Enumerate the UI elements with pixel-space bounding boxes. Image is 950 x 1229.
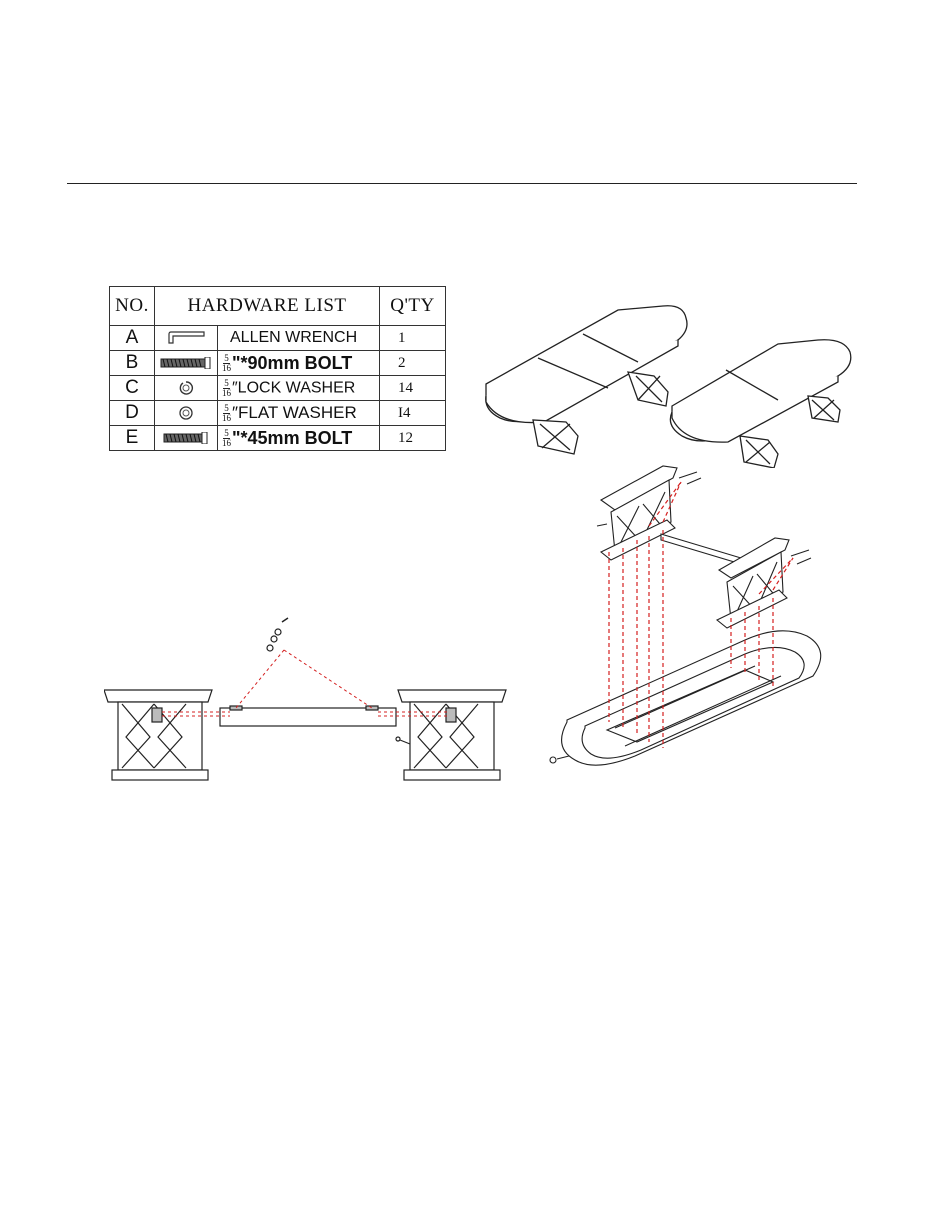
row-qty: 2 bbox=[380, 351, 446, 376]
row-no: A bbox=[110, 326, 155, 351]
header-hardware-list: HARDWARE LIST bbox=[155, 287, 380, 326]
row-qty: I4 bbox=[380, 401, 446, 426]
leg-stretcher-assembly-diagram bbox=[104, 612, 514, 788]
frac-num: 5 bbox=[224, 428, 229, 439]
allen-wrench-icon bbox=[155, 326, 218, 351]
row-qty: 14 bbox=[380, 376, 446, 401]
table-row bbox=[110, 376, 446, 401]
underside-exploded-assembly-diagram bbox=[545, 460, 835, 790]
row-qty: 1 bbox=[380, 326, 446, 351]
fraction bbox=[222, 354, 231, 373]
assembled-tables-illustration bbox=[478, 296, 858, 468]
row-desc bbox=[218, 376, 380, 401]
desc-text: "*45mm BOLT bbox=[232, 427, 353, 448]
row-desc bbox=[218, 401, 380, 426]
frac-num: 5 bbox=[224, 353, 229, 364]
table-row bbox=[110, 351, 446, 376]
frac-num: 5 bbox=[224, 403, 229, 413]
flat-washer-icon bbox=[155, 401, 218, 426]
desc-text: ″FLAT WASHER bbox=[232, 402, 357, 422]
short-bolt-icon bbox=[155, 426, 218, 451]
fraction bbox=[222, 429, 231, 448]
table-row bbox=[110, 426, 446, 451]
frac-den: 16 bbox=[222, 363, 231, 374]
row-desc bbox=[218, 351, 380, 376]
row-no: D bbox=[110, 401, 155, 426]
row-desc bbox=[218, 326, 380, 351]
desc-text: ALLEN WRENCH bbox=[230, 329, 358, 346]
header-qty: Q'TY bbox=[380, 287, 446, 326]
desc-text: ″LOCK WASHER bbox=[232, 379, 356, 397]
frac-den: 16 bbox=[222, 413, 231, 423]
table-row bbox=[110, 326, 446, 351]
hardware-list-table bbox=[109, 286, 446, 451]
table-row bbox=[110, 401, 446, 426]
lock-washer-icon bbox=[155, 376, 218, 401]
fraction bbox=[222, 379, 231, 398]
fraction bbox=[222, 404, 231, 423]
row-no: C bbox=[110, 376, 155, 401]
table-header-row bbox=[110, 287, 446, 326]
frac-den: 16 bbox=[222, 438, 231, 449]
row-no: B bbox=[110, 351, 155, 376]
header-rule bbox=[67, 183, 857, 184]
long-bolt-icon bbox=[155, 351, 218, 376]
row-no: E bbox=[110, 426, 155, 451]
row-qty: 12 bbox=[380, 426, 446, 451]
header-no: NO. bbox=[110, 287, 155, 326]
row-desc bbox=[218, 426, 380, 451]
desc-text: "*90mm BOLT bbox=[232, 352, 353, 373]
frac-num: 5 bbox=[224, 377, 229, 388]
frac-den: 16 bbox=[222, 387, 231, 398]
